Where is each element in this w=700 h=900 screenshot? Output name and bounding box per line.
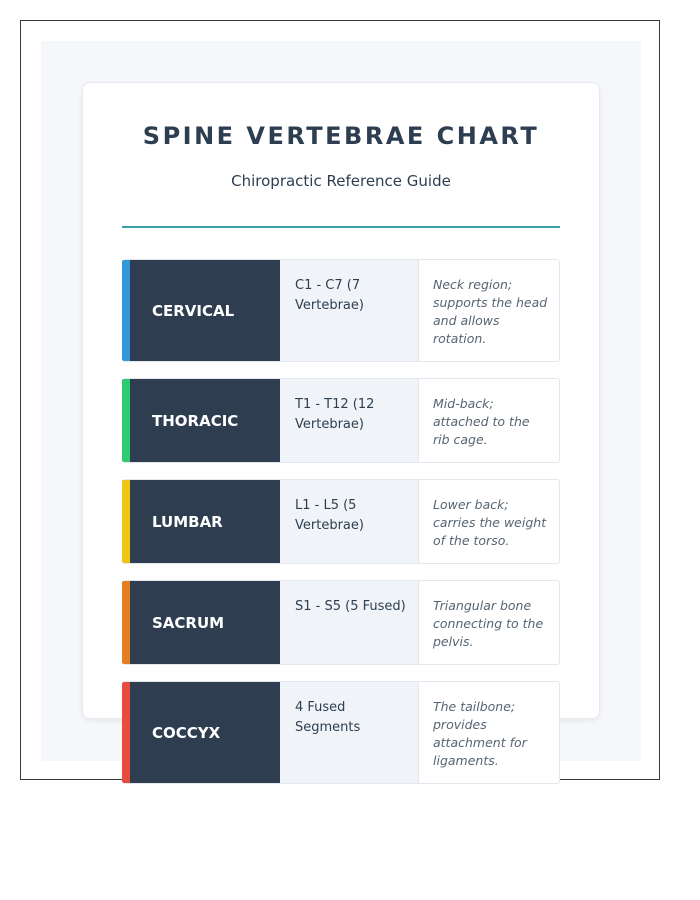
region-row-cervical xyxy=(122,259,560,362)
title-divider xyxy=(122,226,560,228)
region-range: 4 Fused Segments xyxy=(280,682,419,783)
region-range: L1 - L5 (5 Vertebrae) xyxy=(280,480,419,563)
region-description: Triangular bone connecting to the pelvis. xyxy=(433,598,544,649)
region-row-lumbar xyxy=(122,479,560,564)
region-range: C1 - C7 (7 Vertebrae) xyxy=(280,260,419,361)
region-description: The tailbone; provides attachment for ligaments. xyxy=(433,699,527,768)
region-description: Lower back; carries the weight of the torso. xyxy=(433,497,547,548)
region-description: Mid-back; attached to the rib cage. xyxy=(433,396,530,447)
page-subtitle: Chiropractic Reference Guide xyxy=(231,172,451,190)
page-title: SPINE VERTEBRAE CHART xyxy=(142,122,540,150)
region-name: LUMBAR xyxy=(122,480,280,563)
region-row-thoracic xyxy=(122,378,560,463)
region-name: THORACIC xyxy=(122,379,280,462)
region-name: SACRUM xyxy=(122,581,280,664)
region-name: CERVICAL xyxy=(122,260,280,361)
region-range: T1 - T12 (12 Vertebrae) xyxy=(280,379,419,462)
region-range: S1 - S5 (5 Fused) xyxy=(280,581,419,664)
region-description: Neck region; supports the head and allows rotation. xyxy=(433,277,548,346)
region-row-coccyx xyxy=(122,681,560,784)
region-row-sacrum xyxy=(122,580,560,665)
region-name: COCCYX xyxy=(122,682,280,783)
